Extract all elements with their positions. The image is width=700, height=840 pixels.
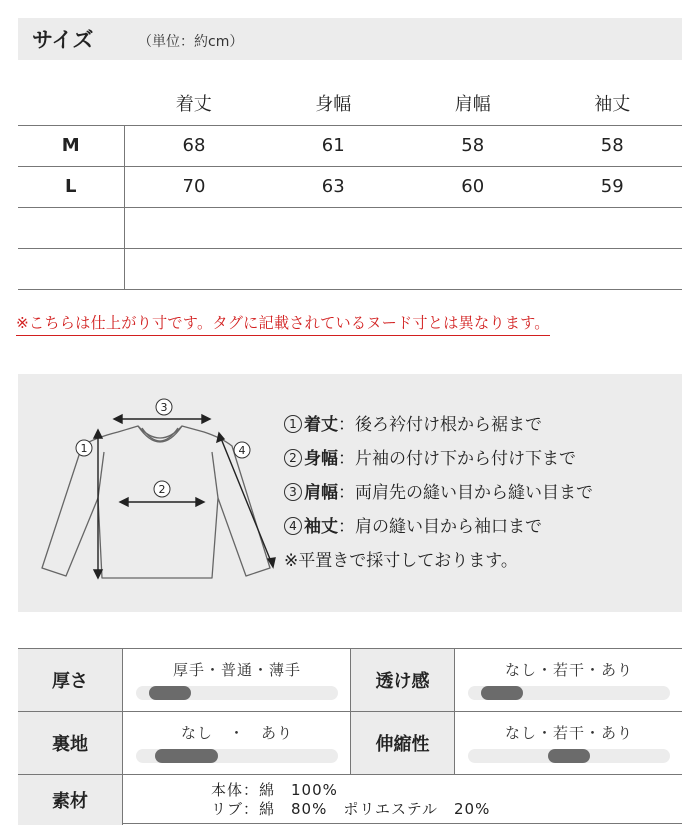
size-value: 68 — [124, 125, 264, 166]
measurement-desc: ：肩の縫い目から袖口まで — [338, 517, 542, 537]
measurement-name: 着丈 — [304, 415, 338, 435]
measurement-item — [284, 476, 593, 510]
size-value: 58 — [543, 125, 683, 166]
table-row — [18, 712, 682, 775]
marker-3: 3 — [160, 401, 168, 414]
thickness-scale — [136, 686, 338, 700]
thickness-value — [124, 649, 350, 711]
column-header: 身幅 — [264, 82, 404, 125]
measurement-name: 身幅 — [304, 449, 338, 469]
size-value: 59 — [543, 166, 683, 207]
arrow-up-icon — [94, 430, 102, 438]
lining-label: 裏地 — [18, 712, 123, 774]
sheer-options: なし・若干・あり — [504, 661, 633, 679]
measurement-desc: ：両肩先の縫い目から縫い目まで — [338, 483, 593, 503]
arrow-right-icon — [202, 415, 210, 423]
measurement-item — [284, 408, 593, 442]
measurement-footnote: ※平置きで採寸しております。 — [284, 551, 518, 571]
sheer-value — [456, 649, 682, 711]
lining-value — [124, 712, 350, 774]
material-label: 素材 — [18, 775, 123, 825]
lining-indicator — [155, 749, 218, 763]
size-table-header-row — [18, 82, 682, 125]
marker-4: 4 — [238, 444, 246, 457]
column-header: 肩幅 — [403, 82, 543, 125]
size-value: 70 — [124, 166, 264, 207]
measurement-list — [284, 408, 593, 578]
stretch-label: 伸縮性 — [350, 712, 455, 774]
material-value — [211, 781, 490, 819]
table-row — [18, 775, 682, 825]
measurement-name: 肩幅 — [304, 483, 338, 503]
sheer-indicator — [481, 686, 523, 700]
table-row — [18, 125, 682, 166]
measurement-desc: ：後ろ衿付け根から裾まで — [338, 415, 542, 435]
thickness-label: 厚さ — [18, 649, 123, 711]
stretch-value — [456, 712, 682, 774]
table-row — [18, 649, 682, 712]
size-label — [18, 207, 124, 248]
size-label: L — [18, 166, 124, 207]
thickness-indicator — [149, 686, 191, 700]
size-label — [18, 248, 124, 289]
table-row — [18, 166, 682, 207]
number-badge: 4 — [284, 517, 302, 535]
table-row — [18, 248, 682, 289]
measurement-item — [284, 442, 593, 476]
measurement-name: 袖丈 — [304, 517, 338, 537]
column-header: 袖丈 — [543, 82, 683, 125]
marker-2: 2 — [158, 483, 166, 496]
size-table — [18, 82, 682, 290]
measurement-panel — [18, 374, 682, 612]
size-title: サイズ — [32, 28, 94, 52]
size-label: M — [18, 125, 124, 166]
empty-value-cell — [124, 207, 682, 248]
stretch-indicator — [548, 749, 590, 763]
sheer-scale — [468, 686, 670, 700]
sheer-label: 透け感 — [350, 649, 455, 711]
column-header: 着丈 — [124, 82, 264, 125]
lining-scale — [136, 749, 338, 763]
lining-options: なし ・ あり — [180, 724, 293, 742]
garment-diagram — [36, 392, 276, 602]
thickness-options: 厚手・普通・薄手 — [172, 661, 301, 679]
finished-size-note: ※こちらは仕上がり寸です。タグに記載されているヌード寸とは異なります。 — [16, 312, 550, 336]
size-value: 63 — [264, 166, 404, 207]
stretch-options: なし・若干・あり — [504, 724, 633, 742]
size-value: 60 — [403, 166, 543, 207]
marker-1: 1 — [80, 442, 88, 455]
number-badge: 2 — [284, 449, 302, 467]
size-unit: （単位：約cm） — [138, 34, 244, 50]
material-line: 本体：綿 100% — [211, 781, 338, 799]
empty-value-cell — [124, 248, 682, 289]
size-value: 61 — [264, 125, 404, 166]
material-line: リブ：綿 80% ポリエステル 20% — [211, 800, 491, 818]
table-row — [18, 207, 682, 248]
size-header — [18, 18, 682, 60]
stretch-scale — [468, 749, 670, 763]
arrow-down-icon — [94, 570, 102, 578]
arrow-left-icon — [114, 415, 122, 423]
number-badge: 3 — [284, 483, 302, 501]
properties-table — [18, 648, 682, 824]
measurement-item — [284, 510, 593, 544]
number-badge: 1 — [284, 415, 302, 433]
corner-cell — [18, 82, 124, 125]
measurement-desc: ：片袖の付け下から付け下まで — [338, 449, 576, 469]
size-value: 58 — [403, 125, 543, 166]
